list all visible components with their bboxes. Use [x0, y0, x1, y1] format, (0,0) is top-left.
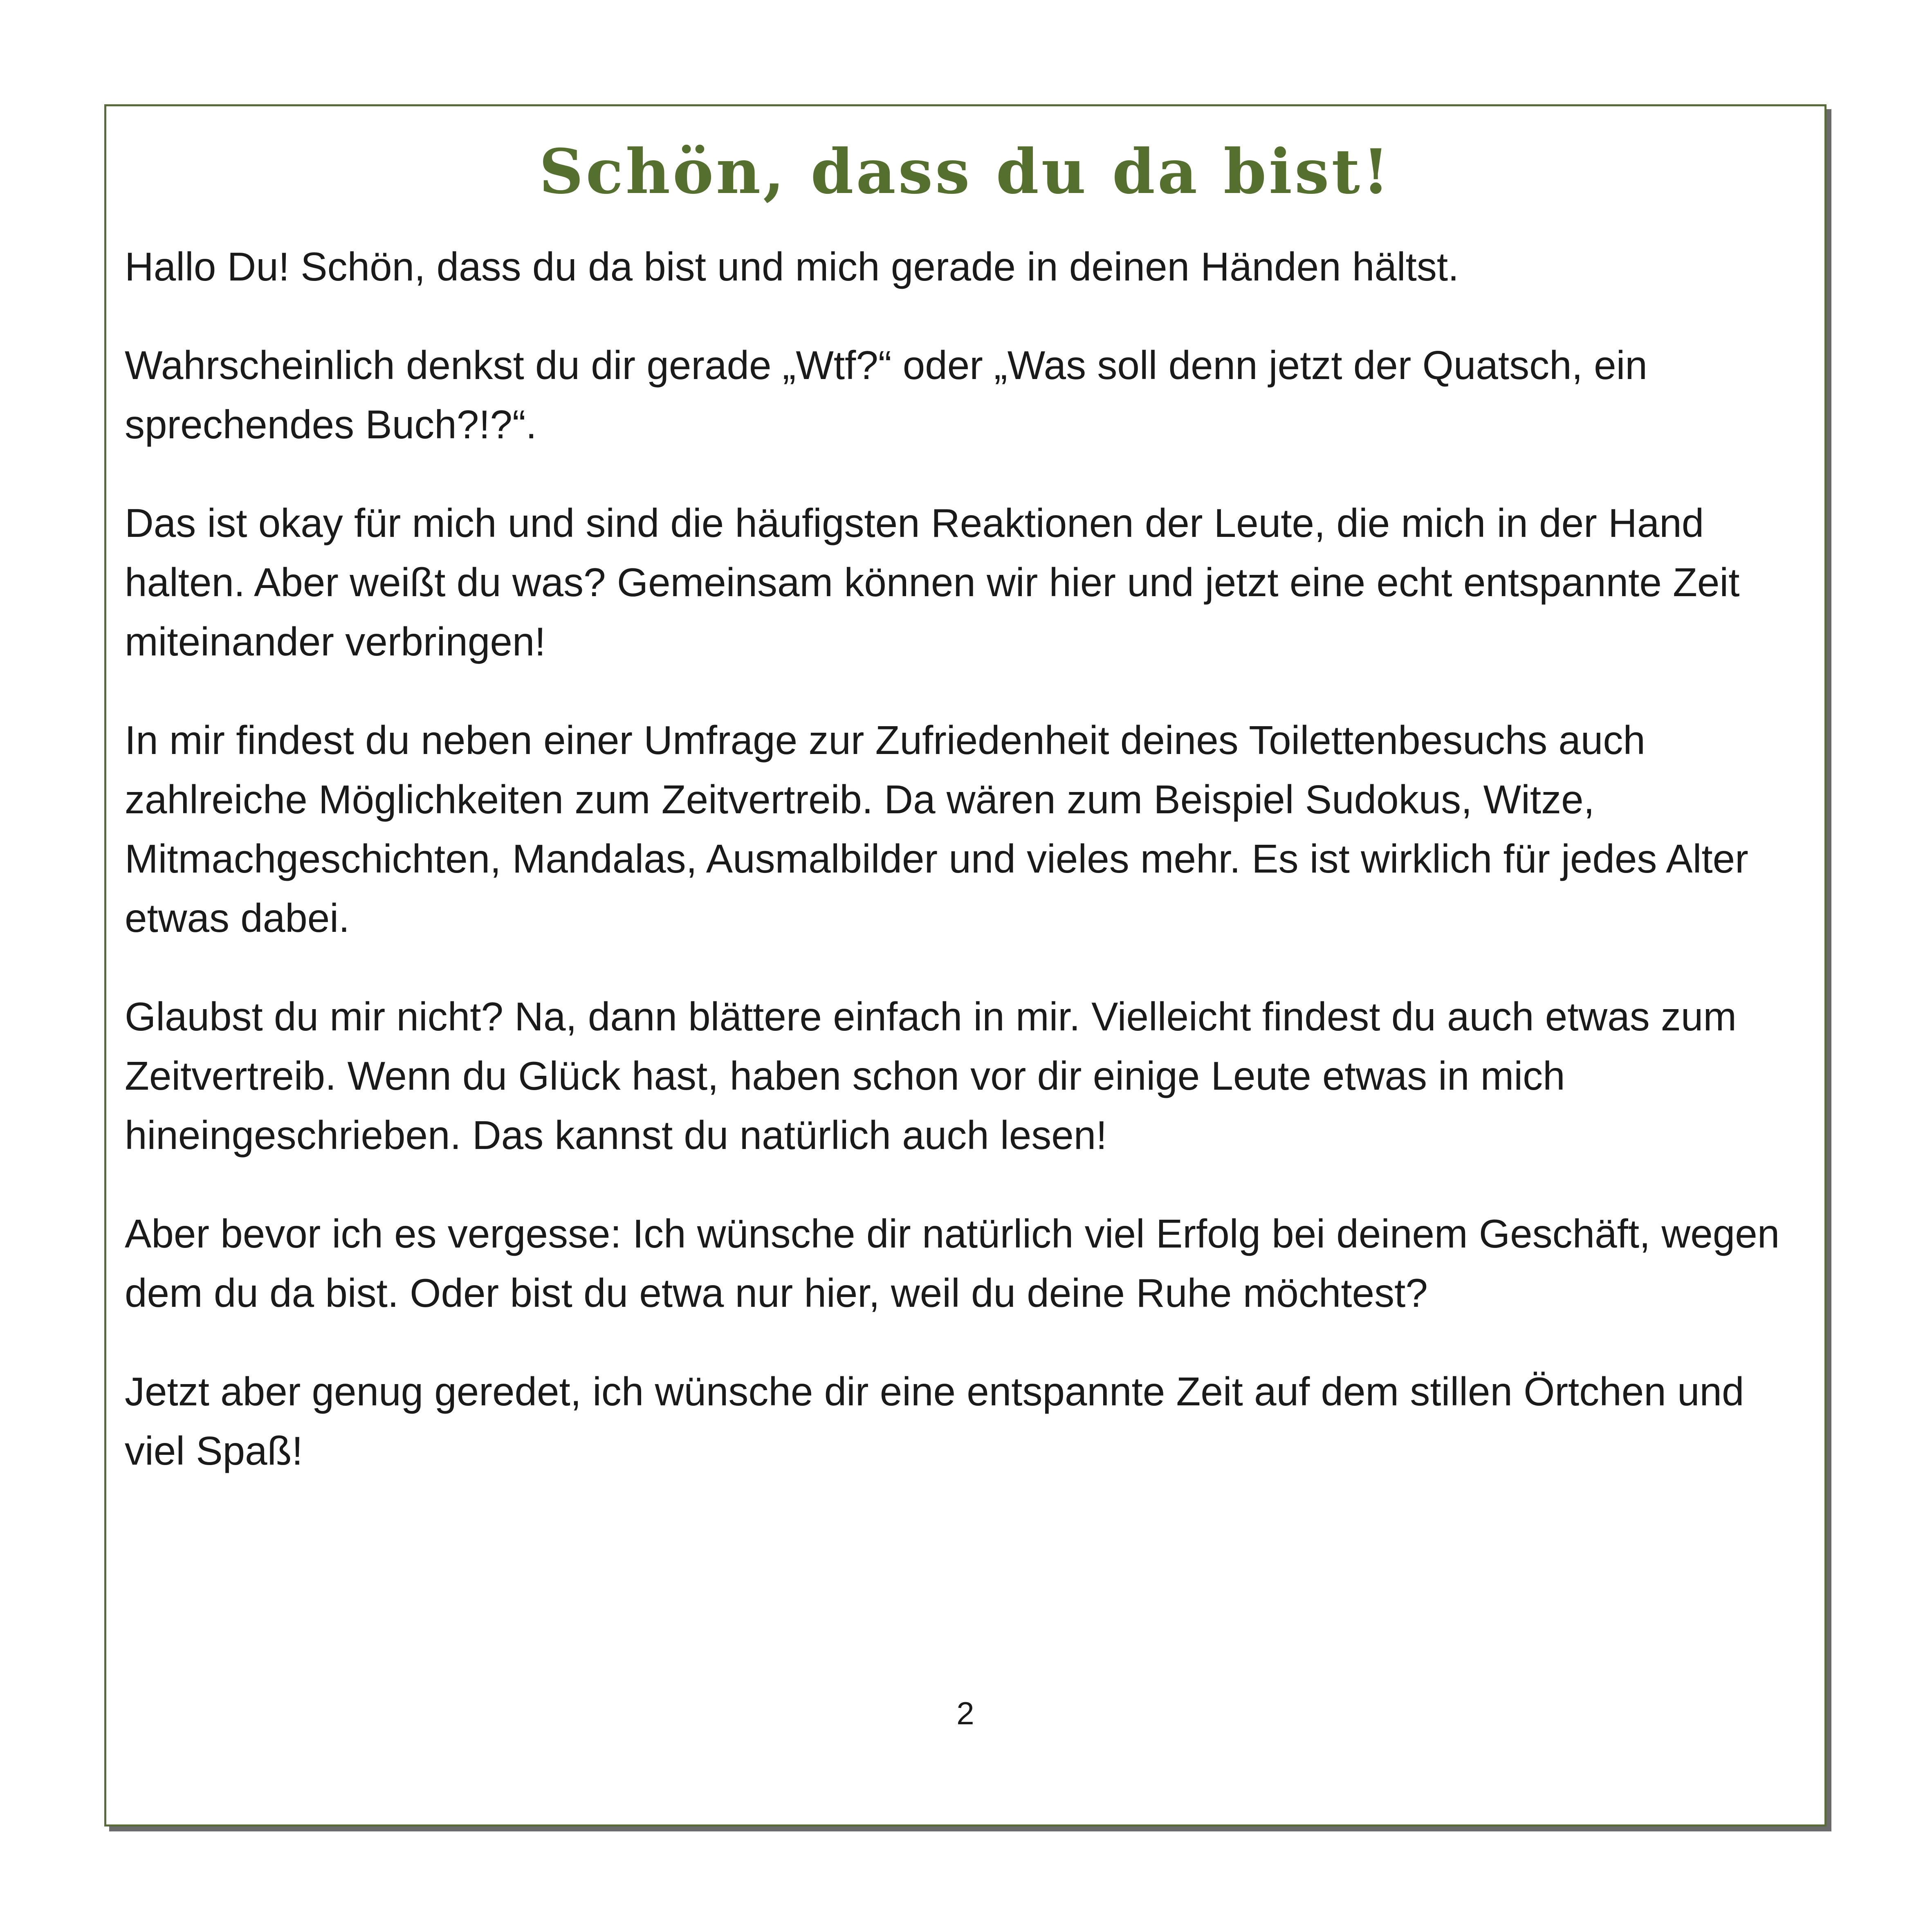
paragraph-reaction: Wahrscheinlich denkst du dir gerade „Wtf?“ oder „Was soll denn jetzt der Quatsch, ein sprechendes Buch?!?“.	[125, 343, 1647, 447]
body-text	[125, 237, 1806, 1520]
page-frame	[104, 104, 1827, 1827]
page-number: 2	[956, 1695, 974, 1731]
paragraph-contents: In mir findest du neben einer Umfrage zur Zufriedenheit deines Toilettenbesuchs auch zahlreiche Möglichkeiten zum Zeitvertreib. Da wären zum Beispiel Sudokus, Witze, Mitmachgeschichten, Mandalas, Ausmalbilder und vieles mehr. Es ist wirklich für jedes Alter etwas dabei.	[125, 718, 1748, 940]
page-title: Schön, dass du da bist!	[539, 136, 1392, 208]
paragraph-wishes: Aber bevor ich es vergesse: Ich wünsche dir natürlich viel Erfolg bei deinem Geschäft, wegen dem du da bist. Oder bist du etwa nur hier, weil du deine Ruhe möchtest?	[125, 1211, 1780, 1315]
paragraph-greeting: Hallo Du! Schön, dass du da bist und mich gerade in deinen Händen hältst.	[125, 244, 1459, 289]
paragraph-closing: Jetzt aber genug geredet, ich wünsche dir eine entspannte Zeit auf dem stillen Örtchen und viel Spaß!	[125, 1369, 1744, 1473]
paragraph-browse: Glaubst du mir nicht? Na, dann blättere einfach in mir. Vielleicht findest du auch etwas zum Zeitvertreib. Wenn du Glück hast, haben schon vor dir einige Leute etwas in mich hineingeschrieben. Das kannst du natürlich auch lesen!	[125, 994, 1737, 1158]
paragraph-okay: Das ist okay für mich und sind die häufigsten Reaktionen der Leute, die mich in der Hand halten. Aber weißt du was? Gemeinsam können wir hier und jetzt eine echt entspannte Zeit miteinander verbringen!	[125, 500, 1740, 664]
